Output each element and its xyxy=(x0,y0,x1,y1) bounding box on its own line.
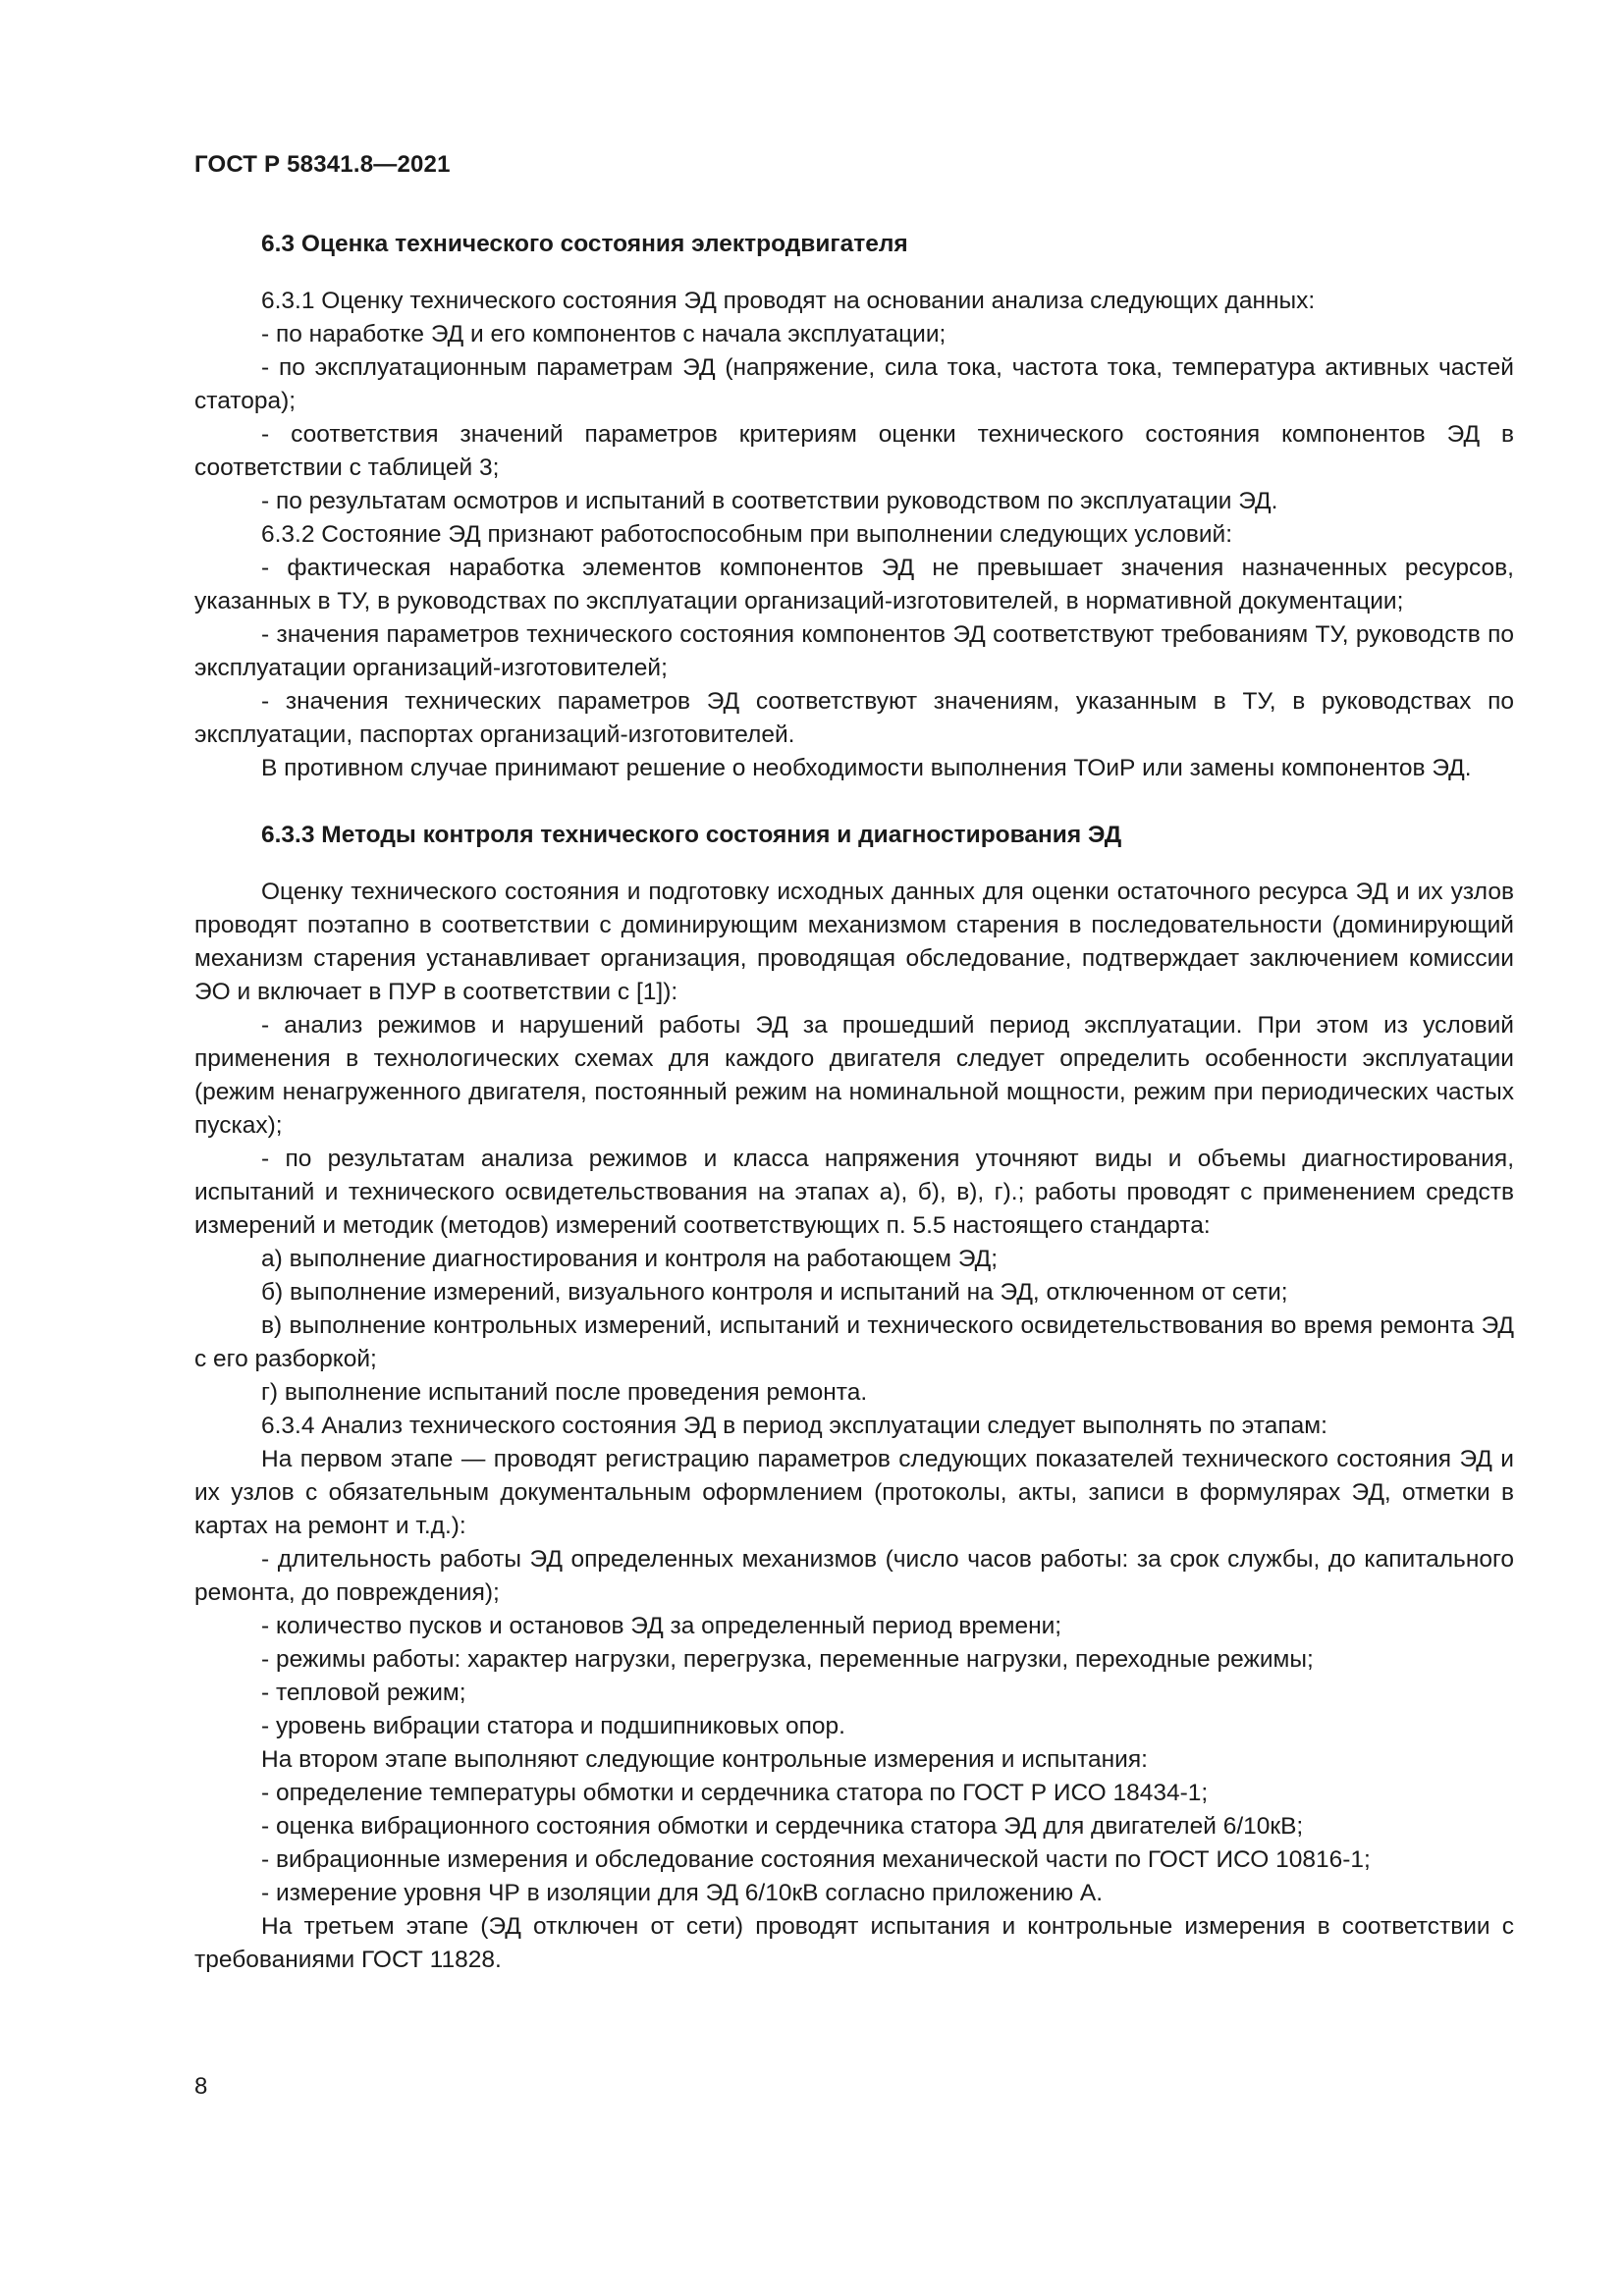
paragraph: На первом этапе — проводят регистрацию параметров следующих показателей технического состояния ЭД и их узлов с обязательным документальным оформлением (протоколы, акты, записи в формулярах ЭД, отметки в картах на ремонт и т.д.): xyxy=(194,1446,1514,1539)
list-item: - соответствия значений параметров критериям оценки технического состояния компонентов ЭД в соответствии с таблицей 3; xyxy=(194,421,1514,481)
list-item: - количество пусков и остановов ЭД за определенный период времени; xyxy=(261,1613,1062,1639)
list-item: - анализ режимов и нарушений работы ЭД за прошедший период эксплуатации. При этом из условий применения в технологических схемах для каждого двигателя следует определить особенности эксплуатации (режим ненагруженного двигателя, постоянный режим на номинальной мощности, режим при периодических частых пусках); xyxy=(194,1012,1514,1139)
list-item: - длительность работы ЭД определенных механизмов (число часов работы: за срок службы, до капитального ремонта, до повреждения); xyxy=(194,1546,1514,1606)
paragraph: 6.3.1 Оценку технического состояния ЭД проводят на основании анализа следующих данных: xyxy=(261,288,1316,314)
list-item: - значения параметров технического состояния компонентов ЭД соответствуют требованиям ТУ, руководств по эксплуатации организаций-изготовителей; xyxy=(194,621,1514,681)
paragraph: В противном случае принимают решение о необходимости выполнения ТОиР или замены компонентов ЭД. xyxy=(261,755,1472,781)
list-item: - измерение уровня ЧР в изоляции для ЭД 6/10кВ согласно приложению А. xyxy=(261,1880,1104,1906)
list-item: - по наработке ЭД и его компонентов с начала эксплуатации; xyxy=(261,321,947,347)
list-item: - тепловой режим; xyxy=(261,1680,466,1706)
list-item: - по эксплуатационным параметрам ЭД (напряжение, сила тока, частота тока, температура активных частей статора); xyxy=(194,354,1514,414)
paragraph: 6.3.2 Состояние ЭД признают работоспособным при выполнении следующих условий: xyxy=(261,521,1233,548)
list-item: г) выполнение испытаний после проведения ремонта. xyxy=(261,1379,868,1406)
page-number: 8 xyxy=(194,2073,208,2100)
document-code-header: ГОСТ Р 58341.8—2021 xyxy=(194,151,451,178)
list-item: - оценка вибрационного состояния обмотки и сердечника статора ЭД для двигателей 6/10кВ; xyxy=(261,1813,1304,1840)
list-item: б) выполнение измерений, визуального контроля и испытаний на ЭД, отключенном от сети; xyxy=(261,1279,1288,1306)
list-item: - по результатам анализа режимов и класса напряжения уточняют виды и объемы диагностирования, испытаний и технического освидетельствования на этапах а), б), в), г).; работы проводят с применением средств измерений и методик (методов) измерений соответствующих п. 5.5 настоящего стандарта: xyxy=(194,1146,1514,1239)
document-page xyxy=(194,0,1514,2296)
list-item: - вибрационные измерения и обследование состояния механической части по ГОСТ ИСО 10816-1; xyxy=(261,1846,1371,1873)
list-item: - определение температуры обмотки и сердечника статора по ГОСТ Р ИСО 18434-1; xyxy=(261,1780,1209,1806)
paragraph: На втором этапе выполняют следующие контрольные измерения и испытания: xyxy=(261,1746,1148,1773)
list-item: а) выполнение диагностирования и контроля на работающем ЭД; xyxy=(261,1246,999,1272)
section-6-3-3-heading: 6.3.3 Методы контроля технического состояния и диагностирования ЭД xyxy=(261,822,1122,848)
section-6-3-heading: 6.3 Оценка технического состояния электродвигателя xyxy=(261,231,908,257)
list-item: - значения технических параметров ЭД соответствуют значениям, указанным в ТУ, в руководствах по эксплуатации, паспортах организаций-изготовителей. xyxy=(194,688,1514,748)
list-item: в) выполнение контрольных измерений, испытаний и технического освидетельствования во время ремонта ЭД с его разборкой; xyxy=(194,1312,1514,1372)
paragraph: Оценку технического состояния и подготовку исходных данных для оценки остаточного ресурса ЭД и их узлов проводят поэтапно в соответствии с доминирующим механизмом старения в последовательности (доминирующий механизм старения устанавливает организация, проводящая обследование, подтверждает заключением комиссии ЭО и включает в ПУР в соответствии с [1]): xyxy=(194,879,1514,1005)
document-body xyxy=(194,228,1514,1977)
list-item: - по результатам осмотров и испытаний в соответствии руководством по эксплуатации ЭД. xyxy=(261,488,1278,514)
paragraph: 6.3.4 Анализ технического состояния ЭД в период эксплуатации следует выполнять по этапам: xyxy=(261,1413,1327,1439)
list-item: - уровень вибрации статора и подшипниковых опор. xyxy=(261,1713,845,1739)
list-item: - режимы работы: характер нагрузки, перегрузка, переменные нагрузки, переходные режимы; xyxy=(261,1646,1314,1673)
paragraph: На третьем этапе (ЭД отключен от сети) проводят испытания и контрольные измерения в соответствии с требованиями ГОСТ 11828. xyxy=(194,1913,1514,1973)
list-item: - фактическая наработка элементов компонентов ЭД не превышает значения назначенных ресурсов, указанных в ТУ, в руководствах по эксплуатации организаций-изготовителей, в нормативной документации; xyxy=(194,555,1514,614)
